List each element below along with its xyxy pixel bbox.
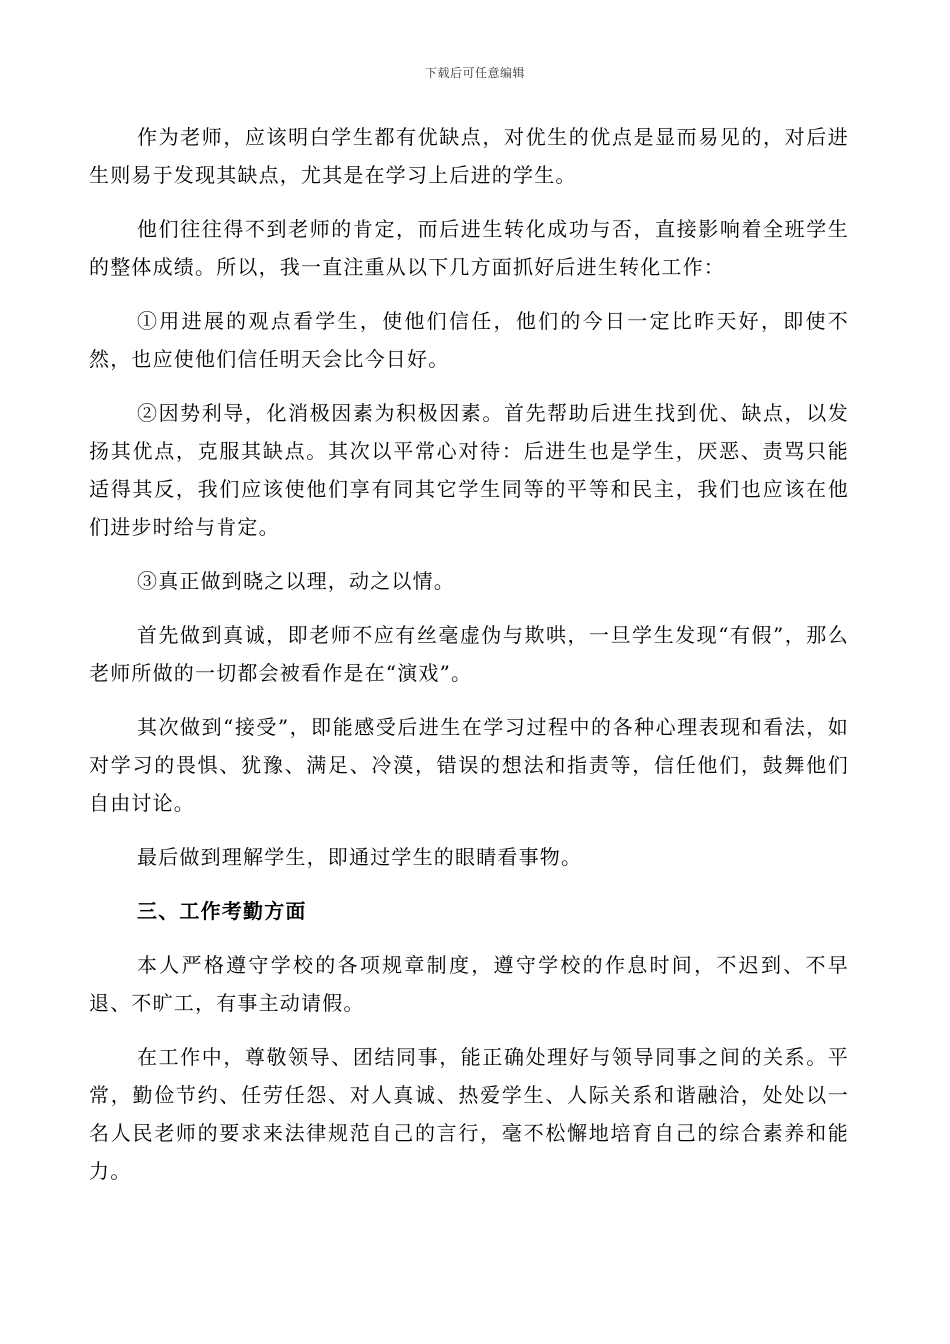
section-paragraph-2: 在工作中，尊敬领导、团结同事，能正确处理好与领导同事之间的关系。平常，勤俭节约、任劳任怨、对人真诚、热爱学生、人际关系和谐融洽，处处以一名人民老师的要求来法律规范自己的言行，毫不松懈地培育自己的综合素养和能力。 — [89, 1045, 849, 1183]
paragraph-3: ①用进展的观点看学生，使他们信任，他们的今日一定比昨天好，即使不然，也应使他们信任明天会比今日好。 — [89, 309, 849, 371]
document-body — [89, 118, 849, 1206]
page-header: 下载后可任意编辑 — [424, 66, 525, 80]
paragraph-1: 作为老师，应该明白学生都有优缺点，对优生的优点是显而易见的，对后进生则易于发现其缺点，尤其是在学习上后进的学生。 — [89, 125, 849, 187]
paragraph-4: ②因势利导，化消极因素为积极因素。首先帮助后进生找到优、缺点，以发扬其优点，克服其缺点。其次以平常心对待：后进生也是学生，厌恶、责骂只能适得其反，我们应该使他们享有同其它学生同等的平等和民主，我们也应该在他们进步时给与肯定。 — [89, 401, 849, 539]
paragraph-5: ③真正做到晓之以理，动之以情。 — [137, 569, 455, 593]
section-heading: 三、工作考勤方面 — [137, 899, 307, 923]
paragraph-2: 他们往往得不到老师的肯定，而后进生转化成功与否，直接影响着全班学生的整体成绩。所以，我一直注重从以下几方面抓好后进生转化工作： — [89, 217, 849, 279]
paragraph-8: 最后做到理解学生，即通过学生的眼睛看事物。 — [137, 845, 583, 869]
paragraph-7: 其次做到“接受”，即能感受后进生在学习过程中的各种心理表现和看法，如对学习的畏惧、犹豫、满足、冷漠，错误的想法和指责等，信任他们，鼓舞他们自由讨论。 — [89, 715, 849, 815]
section-paragraph-1: 本人严格遵守学校的各项规章制度，遵守学校的作息时间，不迟到、不早退、不旷工，有事主动请假。 — [89, 953, 849, 1015]
paragraph-6: 首先做到真诚，即老师不应有丝毫虚伪与欺哄，一旦学生发现“有假”，那么老师所做的一切都会被看作是在“演戏”。 — [89, 623, 849, 685]
